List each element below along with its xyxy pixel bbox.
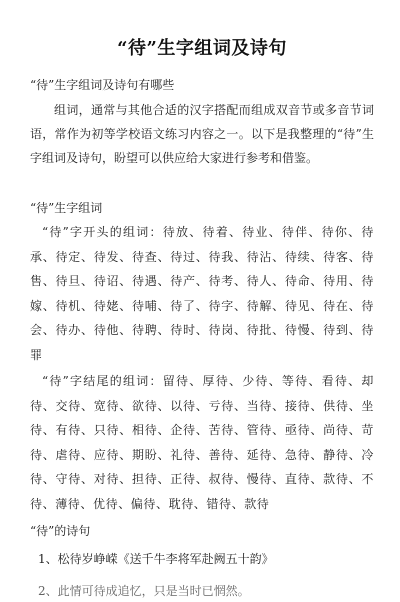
words-starting-paragraph: “待”字开头的组词：待放、待着、待业、待伴、待你、待承、待定、待发、待查、待过、待我、待沾、待续、待客、待售、待旦、待诏、待遇、待产、待考、待人、待命、待用、待嫁、待机、待姥、待哺、待了、待字、待解、待见、待在、待会、待办、待他、待聘、待时、待岗、待批、待慢、待到、待罪 — [30, 225, 374, 362]
intro-paragraph: 组词，通常与其他合适的汉字搭配而组成双音节或多音节词语，常作为初等学校语文练习内容之一。以下是我整理的“待”生字组词及诗句，盼望可以供应给大家进行参考和借鉴。 — [30, 103, 374, 165]
poem-line-2: 2、此情可待成追忆，只是当时已惘然。 — [38, 584, 250, 598]
document-title: “待”生字组词及诗句 — [117, 38, 287, 59]
section-heading-poems: “待”的诗句 — [30, 524, 91, 538]
poem-line-1: 1、松待岁峥嵘《送千牛李将军赴阙五十韵》 — [38, 552, 274, 566]
section-heading-words: “待”生字组词 — [30, 201, 103, 215]
words-ending-paragraph: “待”字结尾的组词：留待、厚待、少待、等待、看待、却待、交待、宽待、欲待、以待、亏待、当待、接待、供待、坐待、有待、只待、相待、企待、苦待、管待、亟待、尚待、苛待、虐待、应待、期盼、礼待、善待、延待、急待、静待、冷待、守待、对待、担待、正待、叔待、慢待、直待、款待、不待、薄待、优待、偏待、耽待、错待、款待 — [30, 374, 374, 511]
document-subtitle: “待”生字组词及诗句有哪些 — [30, 78, 175, 92]
